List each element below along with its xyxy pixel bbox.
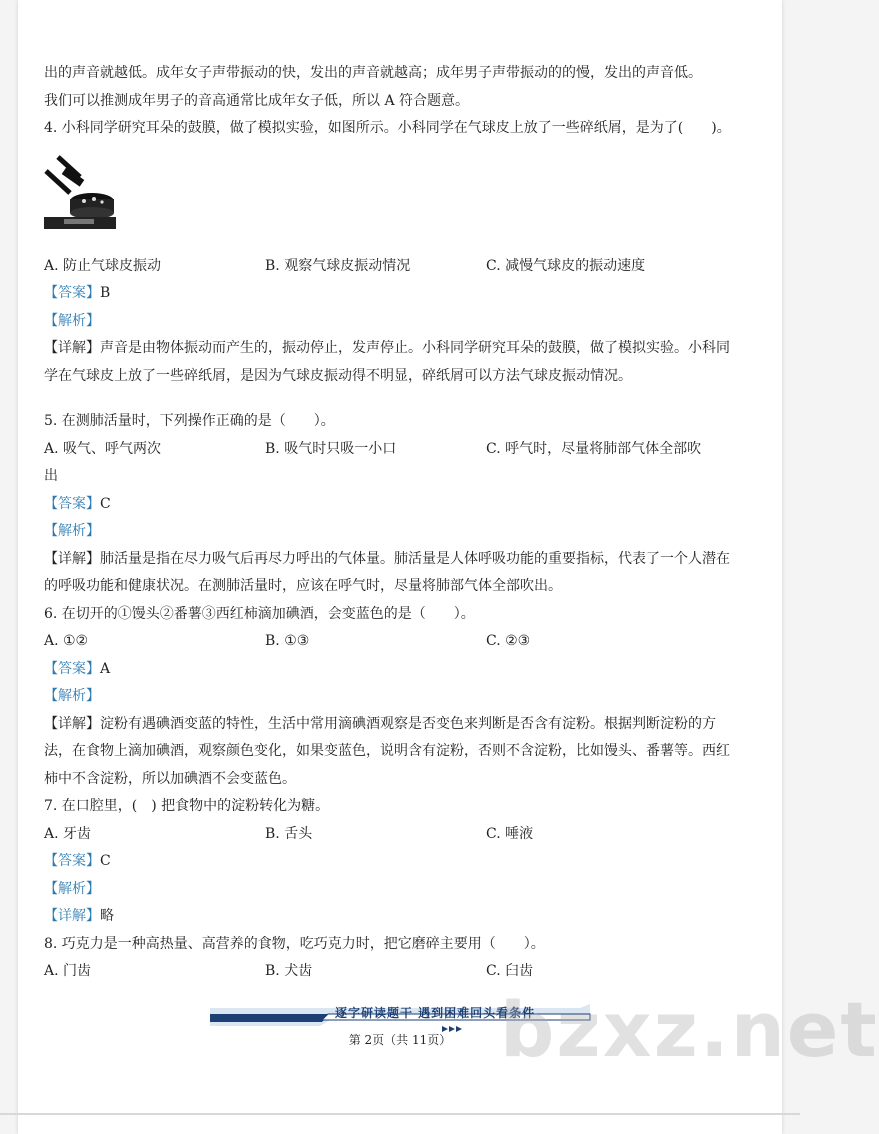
q8-stem: 8. 巧克力是一种高热量、高营养的食物，吃巧克力时，把它磨碎主要用（ ）。 [44,935,545,952]
q4-stem: 4. 小科同学研究耳朵的鼓膜，做了模拟实验，如图所示。小科同学在气球皮上放了一些碎纸屑，是为了( )。 [44,120,731,136]
q4-option-a: A. 防止气球皮振动 [44,257,162,274]
q6-option-b: B. ①③ [265,633,310,649]
q7-option-c: C. 唾液 [486,825,534,842]
q6-option-c: C. ②③ [486,633,531,649]
q7-stem: 7. 在口腔里，( ) 把食物中的淀粉转化为糖。 [44,798,330,814]
q4-options [44,253,734,281]
q5-option-b: B. 吸气时只吸一小口 [265,440,397,457]
intro-line-2: 我们可以推测成年男子的音高通常比成年女子低，所以 A 符合题意。 [44,92,470,109]
q7-option-a: A. 牙齿 [44,825,92,842]
q7-analysis-tag: 【解析】 [44,880,100,897]
answer-tag: 【答案】 [44,495,100,512]
detail-tag: 【详解】 [44,340,100,356]
balloon-experiment-image [44,151,116,231]
q4-answer [44,280,734,308]
q7-detail-text: 略 [100,908,114,924]
q5-option-c: C. 呼气时，尽量将肺部气体全部吹 [486,440,702,457]
answer-tag: 【答案】 [44,853,100,869]
detail-tag: 【详解】 [44,908,100,924]
q5-option-c-wrap: 出 [44,468,58,484]
q5-answer-value: C [100,495,111,512]
q6-option-a: A. ①② [44,633,89,649]
q5-detail-text: 肺活量是指在尽力吸气后再尽力呼出的气体量。肺活量是人体呼吸功能的重要指标，代表了一个人潜在的呼吸功能和健康状况。在测肺活量时，应该在呼气时，尽量将肺部气体全部吹出。 [44,550,730,594]
q5-stem: 5. 在测肺活量时，下列操作正确的是（ ）。 [44,413,335,429]
page-content [44,60,734,986]
q5-detail [44,546,734,601]
q6-answer [44,656,734,684]
q4-analysis-tag: 【解析】 [44,312,100,329]
q4-detail-text: 声音是由物体振动而产生的，振动停止，发声停止。小科同学研究耳朵的鼓膜，做了模拟实验。小科同学在气球皮上放了一些碎纸屑，是因为气球皮振动得不明显，碎纸屑可以方法气球皮振动情况。 [44,340,730,384]
detail-tag: 【详解】 [44,550,100,567]
q4-option-c: C. 减慢气球皮的振动速度 [486,257,646,274]
q5-option-a: A. 吸气、呼气两次 [44,440,162,457]
footer-slogan: 逐字研读题干 遇到困难回头看条件 [335,1006,536,1020]
q5-options [44,436,734,464]
answer-tag: 【答案】 [44,660,100,677]
q7-answer [44,848,734,876]
q6-stem: 6. 在切开的①馒头②番薯③西红柿滴加碘酒，会变蓝色的是（ ）。 [44,605,475,622]
q4-option-b: B. 观察气球皮振动情况 [265,257,411,274]
q8-options [44,958,734,986]
intro-line-1: 出的声音就越低。成年女子声带振动的快，发出的声音就越高；成年男子声带振动的的慢，发出的声音低。 [44,65,702,81]
q7-options [44,821,734,849]
q6-analysis-tag: 【解析】 [44,688,100,704]
detail-tag: 【详解】 [44,715,100,732]
page-number: 第 2页（共 11页） [348,1033,452,1047]
q8-option-c: C. 臼齿 [486,963,534,979]
q8-option-b: B. 犬齿 [265,963,313,979]
q6-answer-value: A [100,660,111,677]
q7-option-b: B. 舌头 [265,825,313,842]
answer-tag: 【答案】 [44,285,100,301]
q5-answer [44,491,734,519]
watermark: bzxz.net [500,985,879,1074]
q6-options [44,628,734,656]
q6-detail-text: 淀粉有遇碘酒变蓝的特性，生活中常用滴碘酒观察是否变色来判断是否含有淀粉。根据判断淀粉的方法，在食物上滴加碘酒，观察颜色变化，如果变蓝色，说明含有淀粉，否则不含淀粉，比如馒头、番薯等。西红柿中不含淀粉，所以加碘酒不会变蓝色。 [44,715,730,787]
q5-analysis-tag: 【解析】 [44,523,100,539]
page-bottom-divider [0,1113,800,1115]
q4-detail [44,335,734,390]
q8-option-a: A. 门齿 [44,963,92,979]
q6-detail [44,711,734,794]
q4-answer-value: B [100,285,111,301]
q4-figure-balloon-experiment [44,143,734,253]
q7-answer-value: C [100,853,111,869]
q7-detail [44,903,734,931]
